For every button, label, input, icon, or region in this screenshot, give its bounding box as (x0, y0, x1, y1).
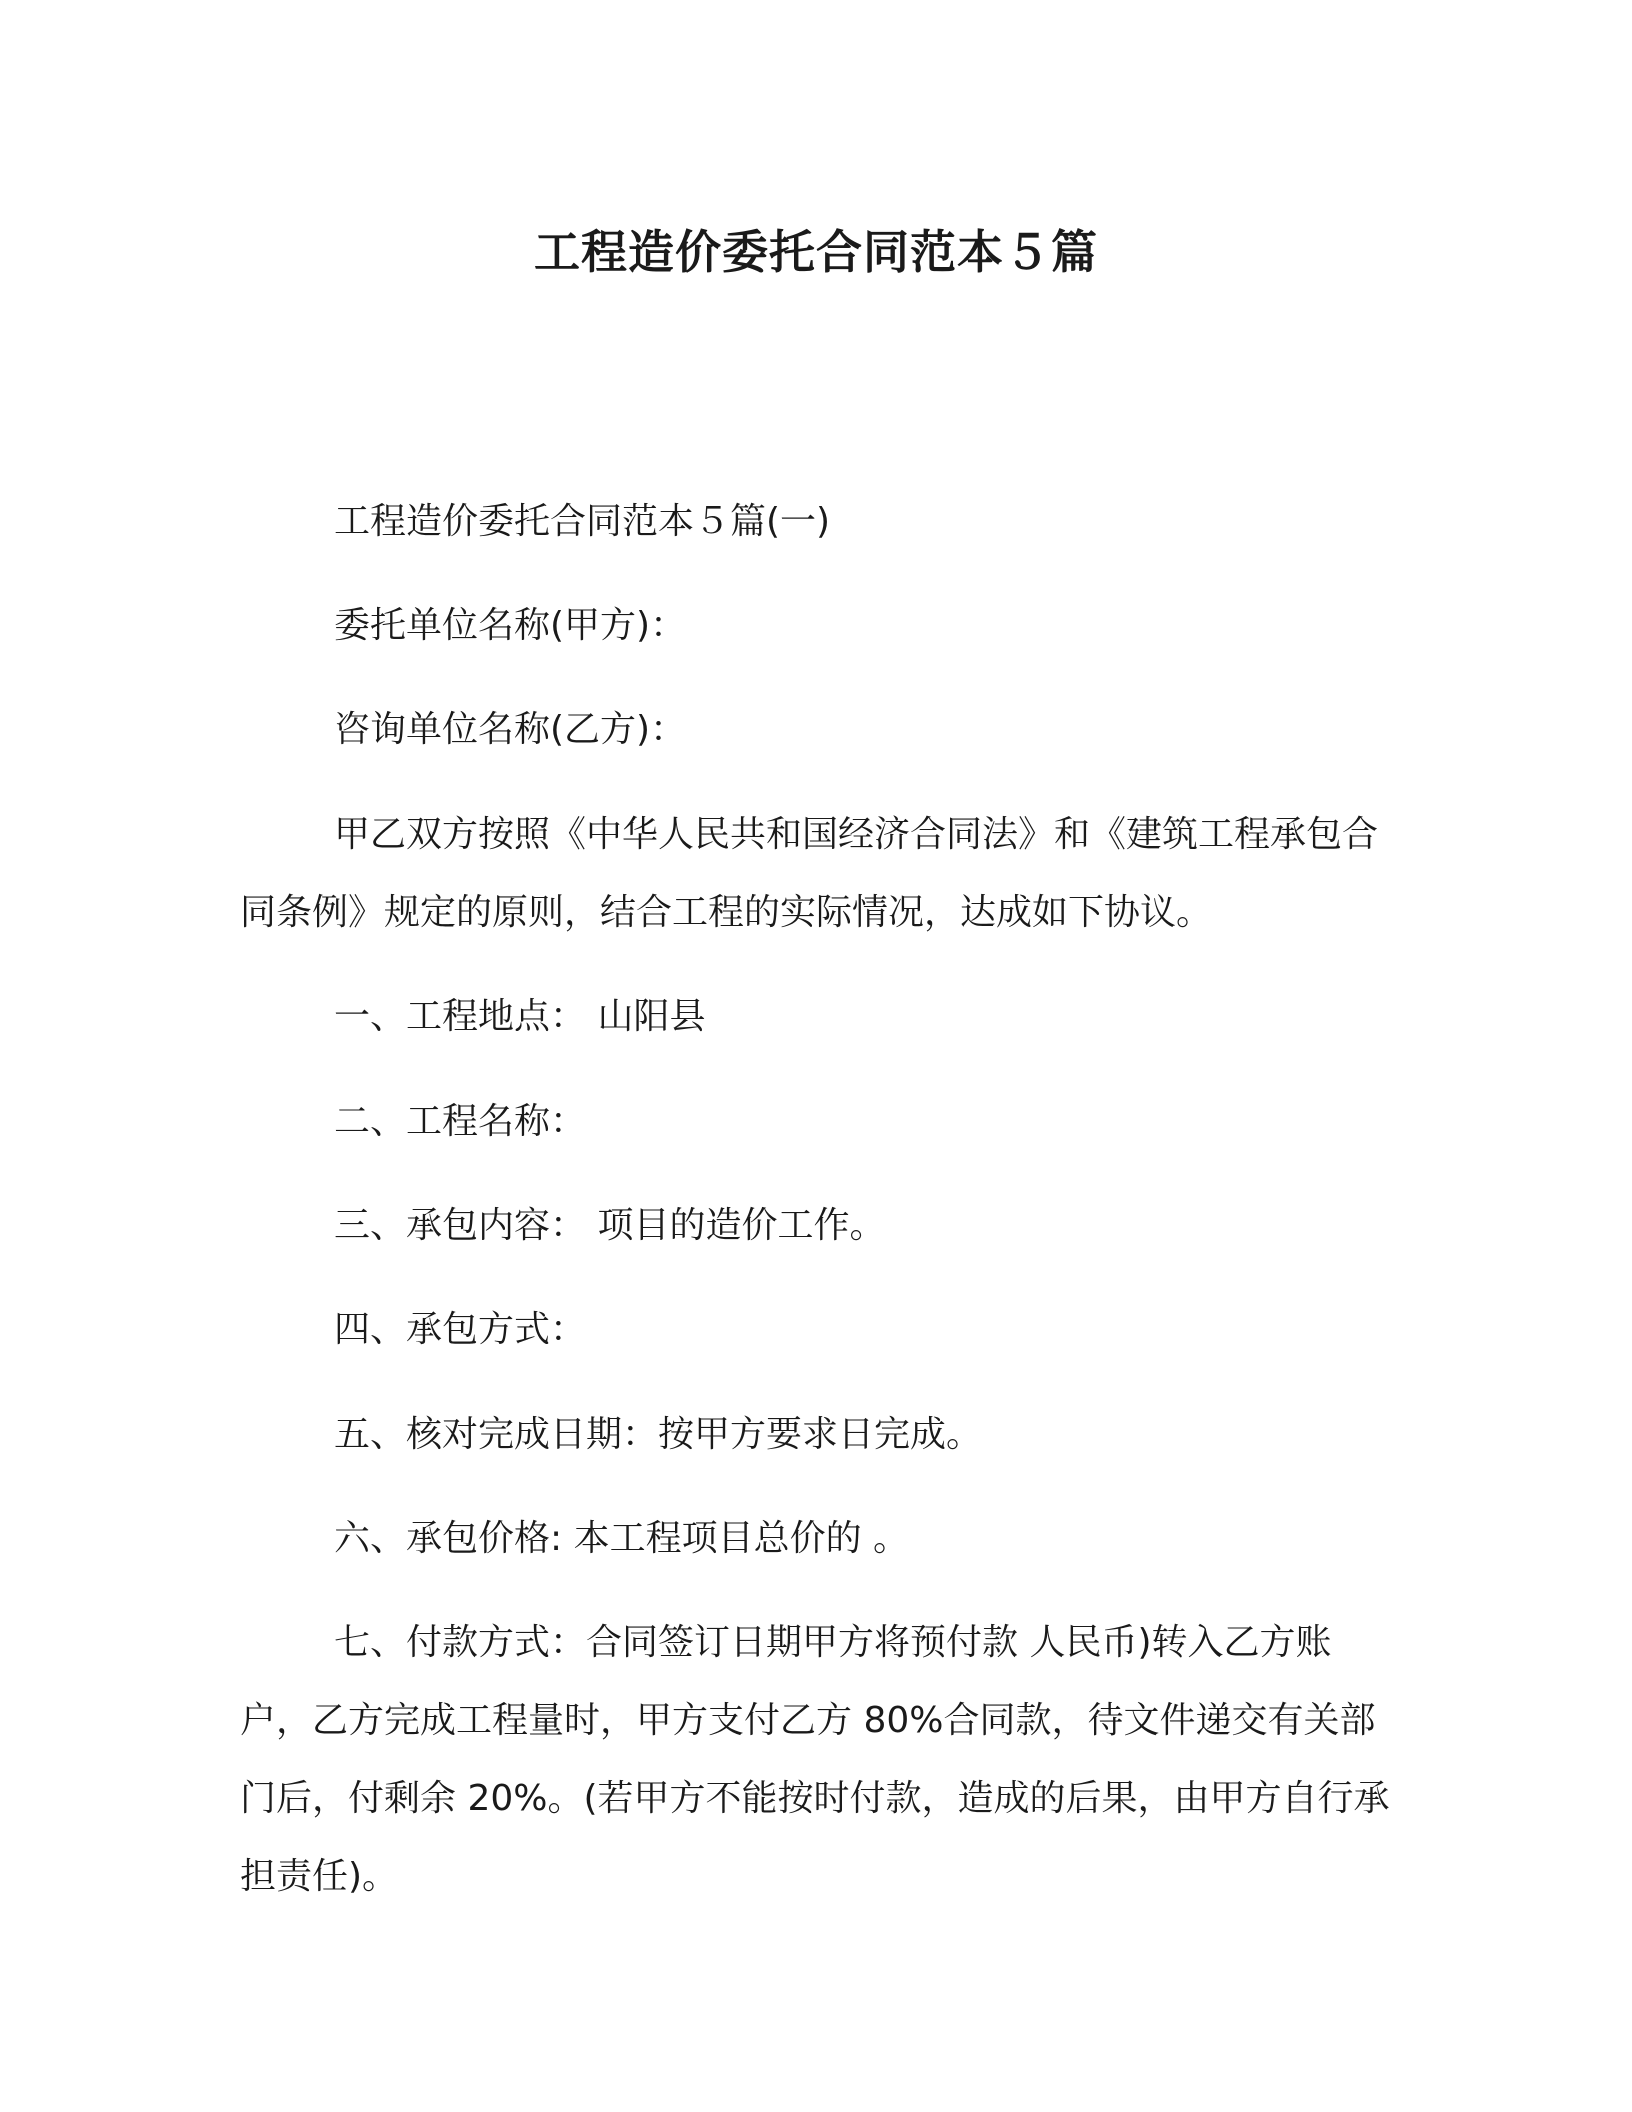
intro-paragraph: 甲乙双方按照《中华人民共和国经济合同法》和《建筑工程承包合同条例》规定的原则，结合工程的实际情况，达成如下协议。 (240, 814, 1379, 933)
document-title: 工程造价委托合同范本５篇 (534, 225, 1098, 279)
clause-5-completion-date: 五、核对完成日期：按甲方要求日完成。 (334, 1414, 983, 1455)
section-subtitle: 工程造价委托合同范本５篇(一) (334, 501, 831, 542)
party-a-line: 委托单位名称(甲方)： (334, 605, 687, 646)
party-b-line: 咨询单位名称(乙方)： (334, 709, 687, 750)
clause-1-location: 一、工程地点： 山阳县 (334, 996, 706, 1037)
clause-4-method: 四、承包方式： (334, 1309, 587, 1350)
clause-3-scope: 三、承包内容： 项目的造价工作。 (334, 1205, 886, 1246)
clause-6-price: 六、承包价格: 本工程项目总价的 。 (334, 1518, 910, 1559)
clause-2-project-name: 二、工程名称： (334, 1101, 587, 1142)
clause-7-payment: 七、付款方式：合同签订日期甲方将预付款 人民币)转入乙方账户，乙方完成工程量时，甲方支付乙方 80%合同款，待文件递交有关部门后，付剩余 20%。(若甲方不能按时付款，造成的后果，由甲方自行承担责任)。 (240, 1622, 1390, 1897)
